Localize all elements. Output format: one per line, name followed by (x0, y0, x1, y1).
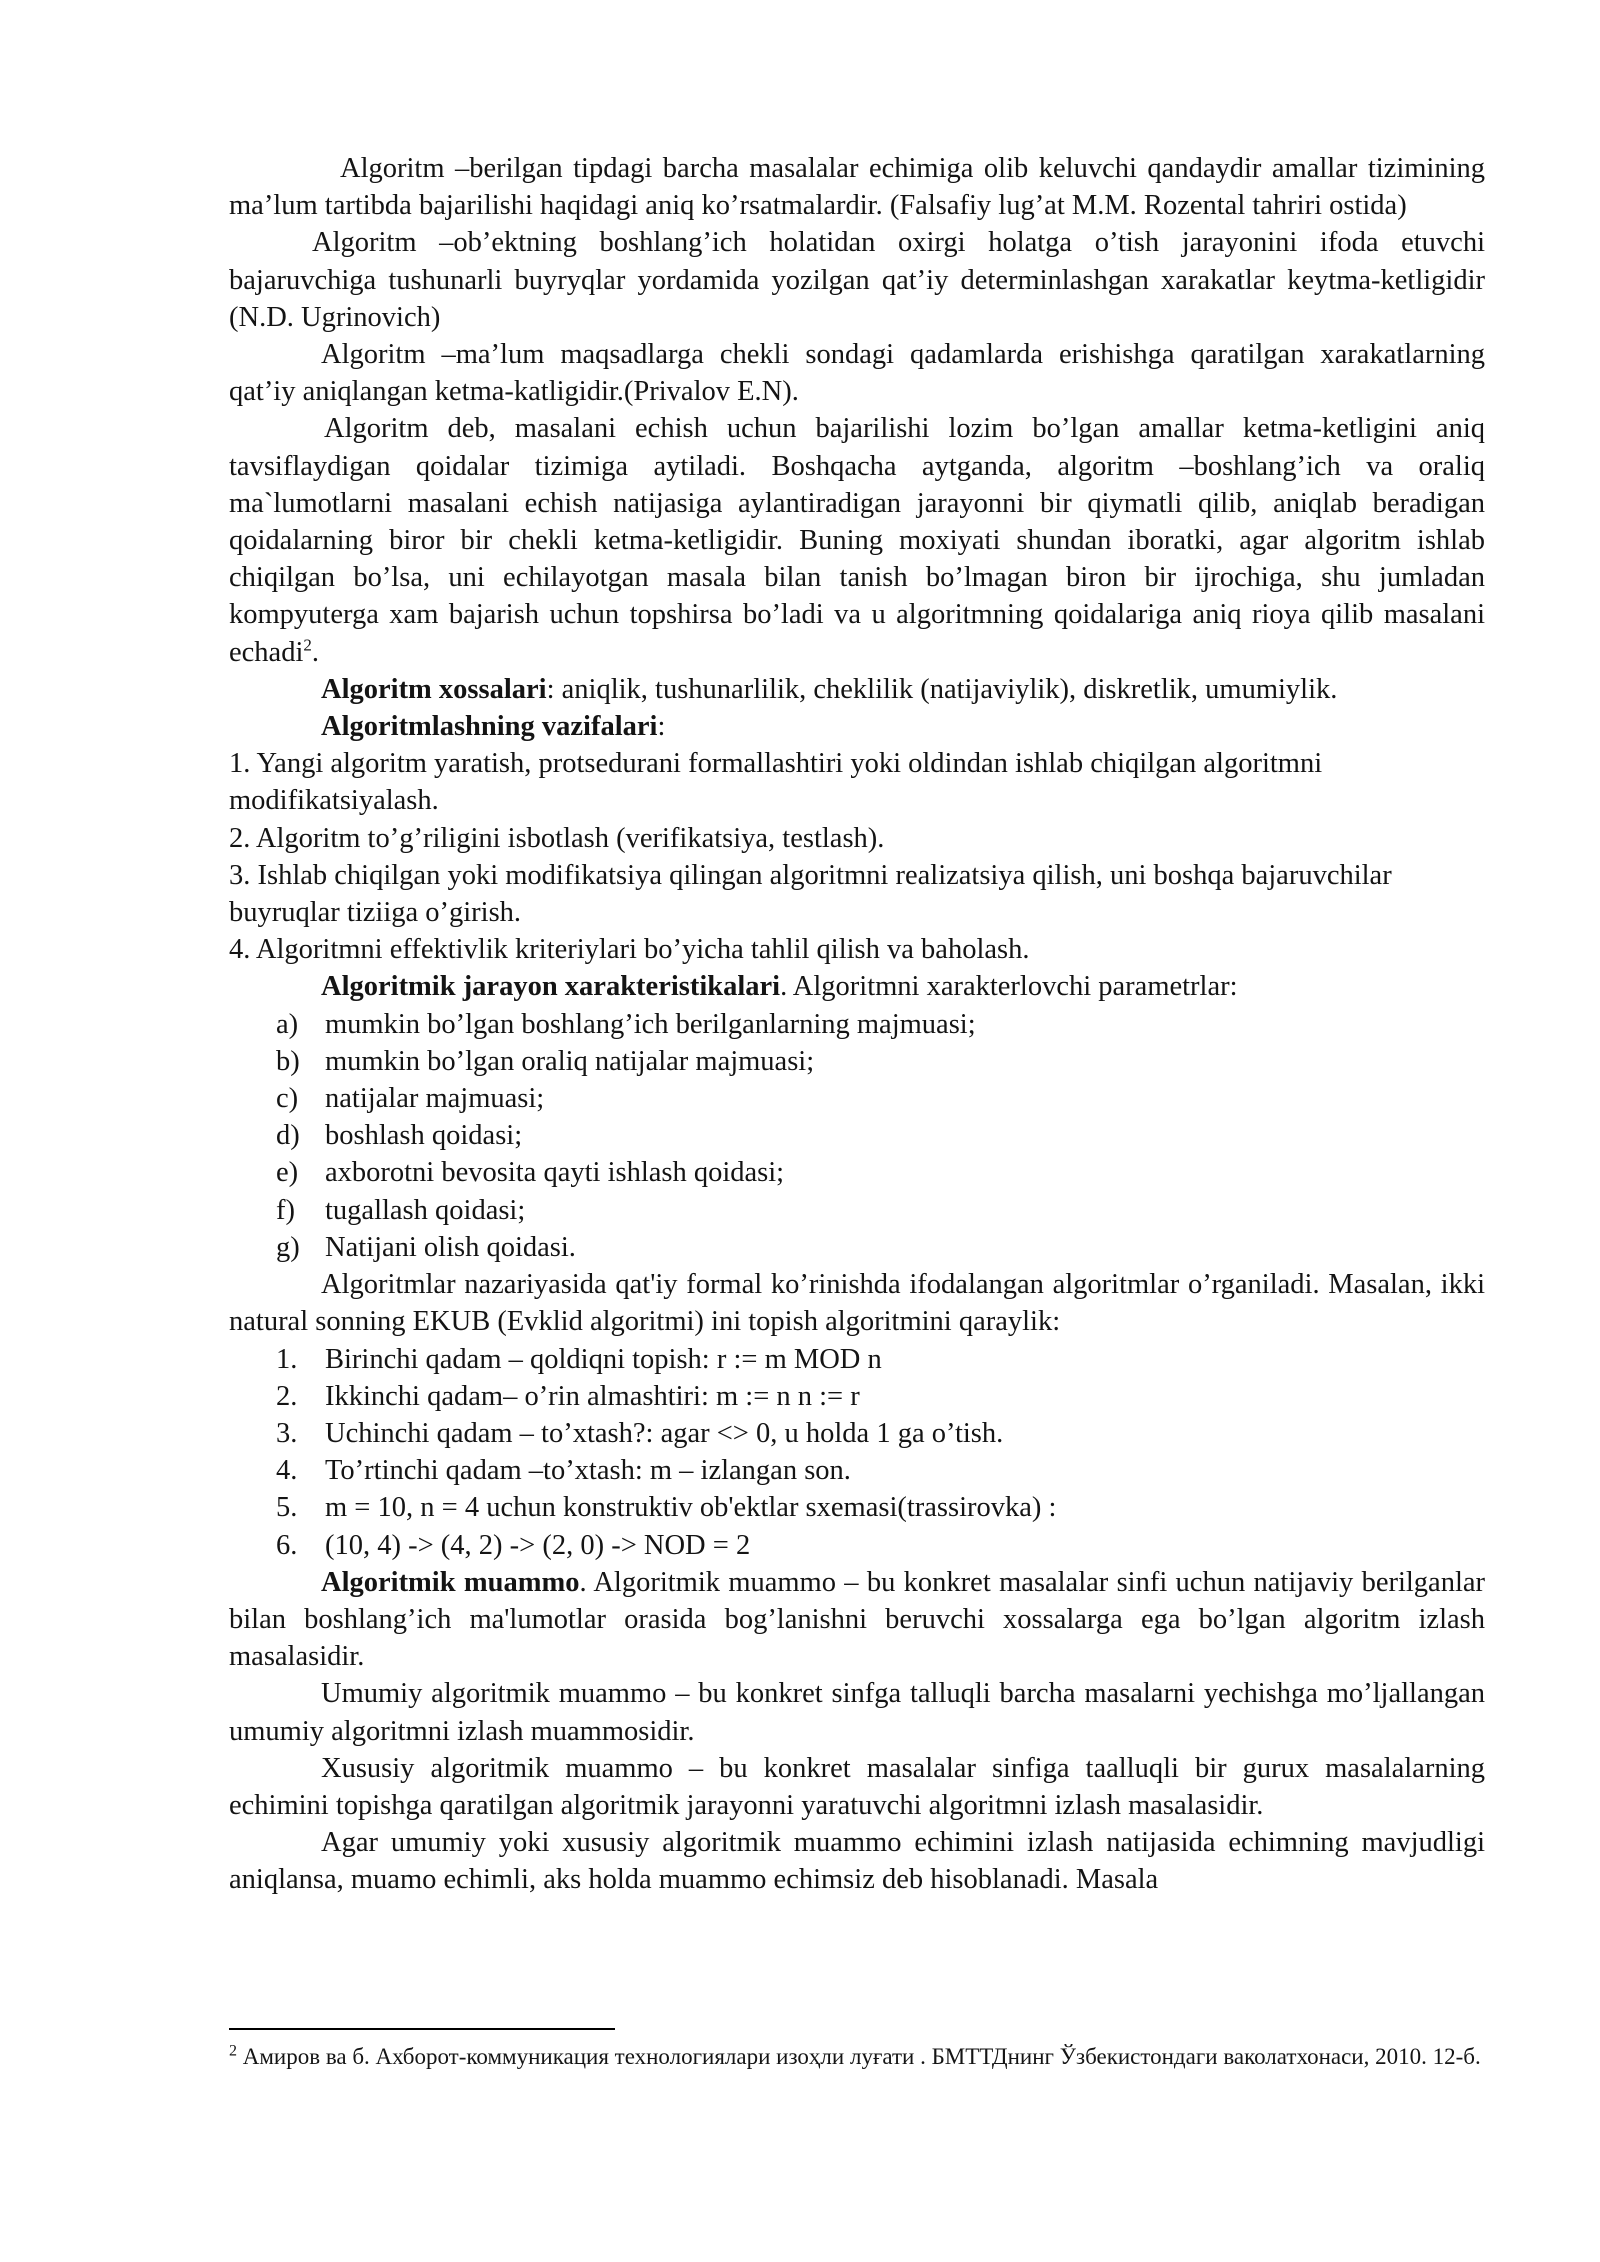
list-item (229, 1378, 1485, 1415)
footnote (229, 2040, 1489, 2073)
list-item-text: Ikkinchi qadam– o’rin almashtiri: m := n n := r (325, 1380, 860, 1412)
list-item (229, 1452, 1485, 1489)
paragraph-properties (229, 671, 1485, 708)
list-item-text: mumkin bo’lgan oraliq natijalar majmuasi; (325, 1045, 815, 1077)
list-item (229, 1080, 1485, 1117)
paragraph-algorithmic-problem (229, 1564, 1485, 1676)
list-item (229, 1415, 1485, 1452)
paragraph-general-problem: Umumiy algoritmik muammo – bu konkret sinfga talluqli barcha masalarni yechishga mo’ljallangan umumiy algoritmni izlash muammosidir. (229, 1678, 1485, 1747)
footnote-separator (229, 2028, 615, 2030)
list-marker: f) (276, 1194, 295, 1226)
list-item (229, 1229, 1485, 1266)
characteristics-text: . Algoritmni xarakterlovchi parametrlar: (780, 971, 1238, 1003)
paragraph-characteristics (229, 968, 1485, 1005)
paragraph-definition-4 (229, 410, 1485, 670)
paragraph-definition-4-text: Algoritm deb, masalani echish uchun bajarilishi lozim bo’lgan amallar ketma-ketligini aniq tavsiflaydigan qoidalar tizimiga aytiladi. Boshqacha aytganda, algoritm –boshlang’ich va oraliq ma`lumotlarni masalani echish natijasiga aylantiradigan jarayonni bir qiymatli qilib, aniqlab beradigan qoidalarning biror bir chekli ketma-ketligidir. Buning moxiyati shundan iboratki, agar algoritm ishlab chiqilgan bo’lsa, uni echilayotgan masala bilan tanish bo’lmagan biron bir ijrochiga, shu jumladan kompyuterga xam bajarish uchun topshirsa bo’ladi va u algoritmning qoidalariga aniq rioya qilib masalani echadi (229, 413, 1485, 668)
paragraph-theory: Algoritmlar nazariyasida qat'iy formal ko’rinishda ifodalangan algoritmlar o’rganiladi. Masalan, ikki natural sonning EKUB (Evklid algoritmi) ini topish algoritmini qaraylik: (229, 1269, 1485, 1338)
list-item-text: boshlash qoidasi; (325, 1120, 523, 1152)
list-marker: e) (276, 1157, 299, 1189)
list-marker: b) (276, 1045, 300, 1077)
list-marker: 6. (276, 1529, 298, 1561)
properties-text: : aniqlik, tushunarlilik, cheklilik (natijaviylik), diskretlik, umumiylik. (546, 673, 1338, 705)
paragraph-tasks-heading (229, 708, 1485, 745)
list-item-text: mumkin bo’lgan boshlang’ich berilganlarning majmuasi; (325, 1008, 976, 1040)
list-item-text: m = 10, n = 4 uchun konstruktiv ob'ektlar sxemasi(trassirovka) : (325, 1492, 1057, 1524)
list-item (229, 1489, 1485, 1526)
list-marker: 5. (276, 1492, 298, 1524)
list-marker: 4. (276, 1455, 298, 1487)
heading-characteristics: Algoritmik jarayon xarakteristikalari (321, 971, 781, 1003)
list-marker: 3. (276, 1417, 298, 1449)
list-item-text: Birinchi qadam – qoldiqni topish: r := m MOD n (325, 1343, 882, 1375)
list-marker: g) (276, 1231, 300, 1263)
heading-tasks: Algoritmlashning vazifalari (321, 711, 658, 743)
heading-algorithmic-problem: Algoritmik muammo (321, 1566, 580, 1598)
list-item-text: Uchinchi qadam – to’xtash?: agar <> 0, u holda 1 ga o’tish. (325, 1417, 1004, 1449)
footnote-text: Амиров ва б. Ахборот-коммуникация технологиялари изоҳли луғати . БМТТДнинг Ўзбекистондаги ваколатхонаси, 2010. 12-б. (237, 2044, 1481, 2069)
task-item: 1. Yangi algoritm yaratish, protsedurani formallashtiri yoki oldindan ishlab chiqilgan algoritmni modifikatsiyalash. (229, 748, 1323, 817)
footnote-mark: 2 (229, 2042, 237, 2060)
list-marker: a) (276, 1008, 299, 1040)
list-item-text: tugallash qoidasi; (325, 1194, 526, 1226)
list-marker: d) (276, 1120, 300, 1152)
paragraph-definition-4-end: . (311, 636, 319, 668)
list-item-text: axborotni bevosita qayti ishlash qoidasi; (325, 1157, 785, 1189)
paragraph-particular-problem: Xususiy algoritmik muammo – bu konkret masalalar sinfiga taalluqli bir gurux masalalarning echimini topishga qaratilgan algoritmik jarayonni yaratuvchi algoritmni izlash masalasidir. (229, 1752, 1485, 1821)
list-marker: 2. (276, 1380, 298, 1412)
footnote-reference: 2 (303, 635, 312, 655)
parameter-list (229, 1006, 1485, 1266)
list-marker: c) (276, 1083, 299, 1115)
list-item (229, 1154, 1485, 1191)
list-item-text: natijalar majmuasi; (325, 1083, 545, 1115)
heading-properties: Algoritm xossalari (321, 673, 547, 705)
algorithm-steps-list (229, 1341, 1485, 1564)
list-item (229, 1341, 1485, 1378)
list-item-text: Natijani olish qoidasi. (325, 1231, 576, 1263)
list-item-text: To’rtinchi qadam –to’xtash: m – izlangan son. (325, 1455, 851, 1487)
list-item (229, 1527, 1485, 1564)
paragraph-solvability: Agar umumiy yoki xususiy algoritmik muammo echimini izlash natijasida echimning mavjudligi aniqlansa, muamo echimli, aks holda muammo echimsiz deb hisoblanadi. Masala (229, 1827, 1485, 1896)
paragraph-definition-1: Algoritm –berilgan tipdagi barcha masalalar echimiga olib keluvchi qandaydir amallar tizimining ma’lum tartibda bajarilishi haqidagi aniq ko’rsatmalardir. (Falsafiy lug’at M.M. Rozental tahriri ostida) (229, 153, 1485, 222)
task-item: 4. Algoritmni effektivlik kriteriylari bo’yicha tahlil qilish va baholash. (229, 934, 1030, 966)
document-body (229, 150, 1485, 1899)
paragraph-definition-2: Algoritm –ob’ektning boshlang’ich holatidan oxirgi holatga o’tish jarayonini ifoda etuvchi bajaruvchiga tushunarli buyryqlar yordamida yozilgan qat’iy determinlashgan xarakatlar keytma-ketligidir (N.D. Ugrinovich) (229, 227, 1485, 333)
list-item (229, 1006, 1485, 1043)
list-item (229, 1192, 1485, 1229)
tasks-colon: : (657, 711, 666, 743)
list-item (229, 1043, 1485, 1080)
list-marker: 1. (276, 1343, 298, 1375)
paragraph-definition-3: Algoritm –ma’lum maqsadlarga chekli sondagi qadamlarda erishishga qaratilgan xarakatlarning qat’iy aniqlangan ketma-katligidir.(Privalov E.N). (229, 339, 1485, 408)
task-item: 3. Ishlab chiqilgan yoki modifikatsiya qilingan algoritmni realizatsiya qilish, uni boshqa bajaruvchilar buyruqlar tiziiga o’girish. (229, 859, 1392, 929)
list-item (229, 1117, 1485, 1154)
list-item-text: (10, 4) -> (4, 2) -> (2, 0) -> NOD = 2 (325, 1529, 751, 1561)
task-item: 2. Algoritm to’g’riligini isbotlash (verifikatsiya, testlash). (229, 822, 885, 854)
algorithmic-problem-text: . Algoritmik muammo – bu konkret masalalar sinfi uchun natijaviy berilganlar bilan boshlang’ich ma'lumotlar orasida bog’lanishni beruvchi xossalarga ega bo’lgan algoritm izlash masalasidir. (229, 1566, 1486, 1673)
